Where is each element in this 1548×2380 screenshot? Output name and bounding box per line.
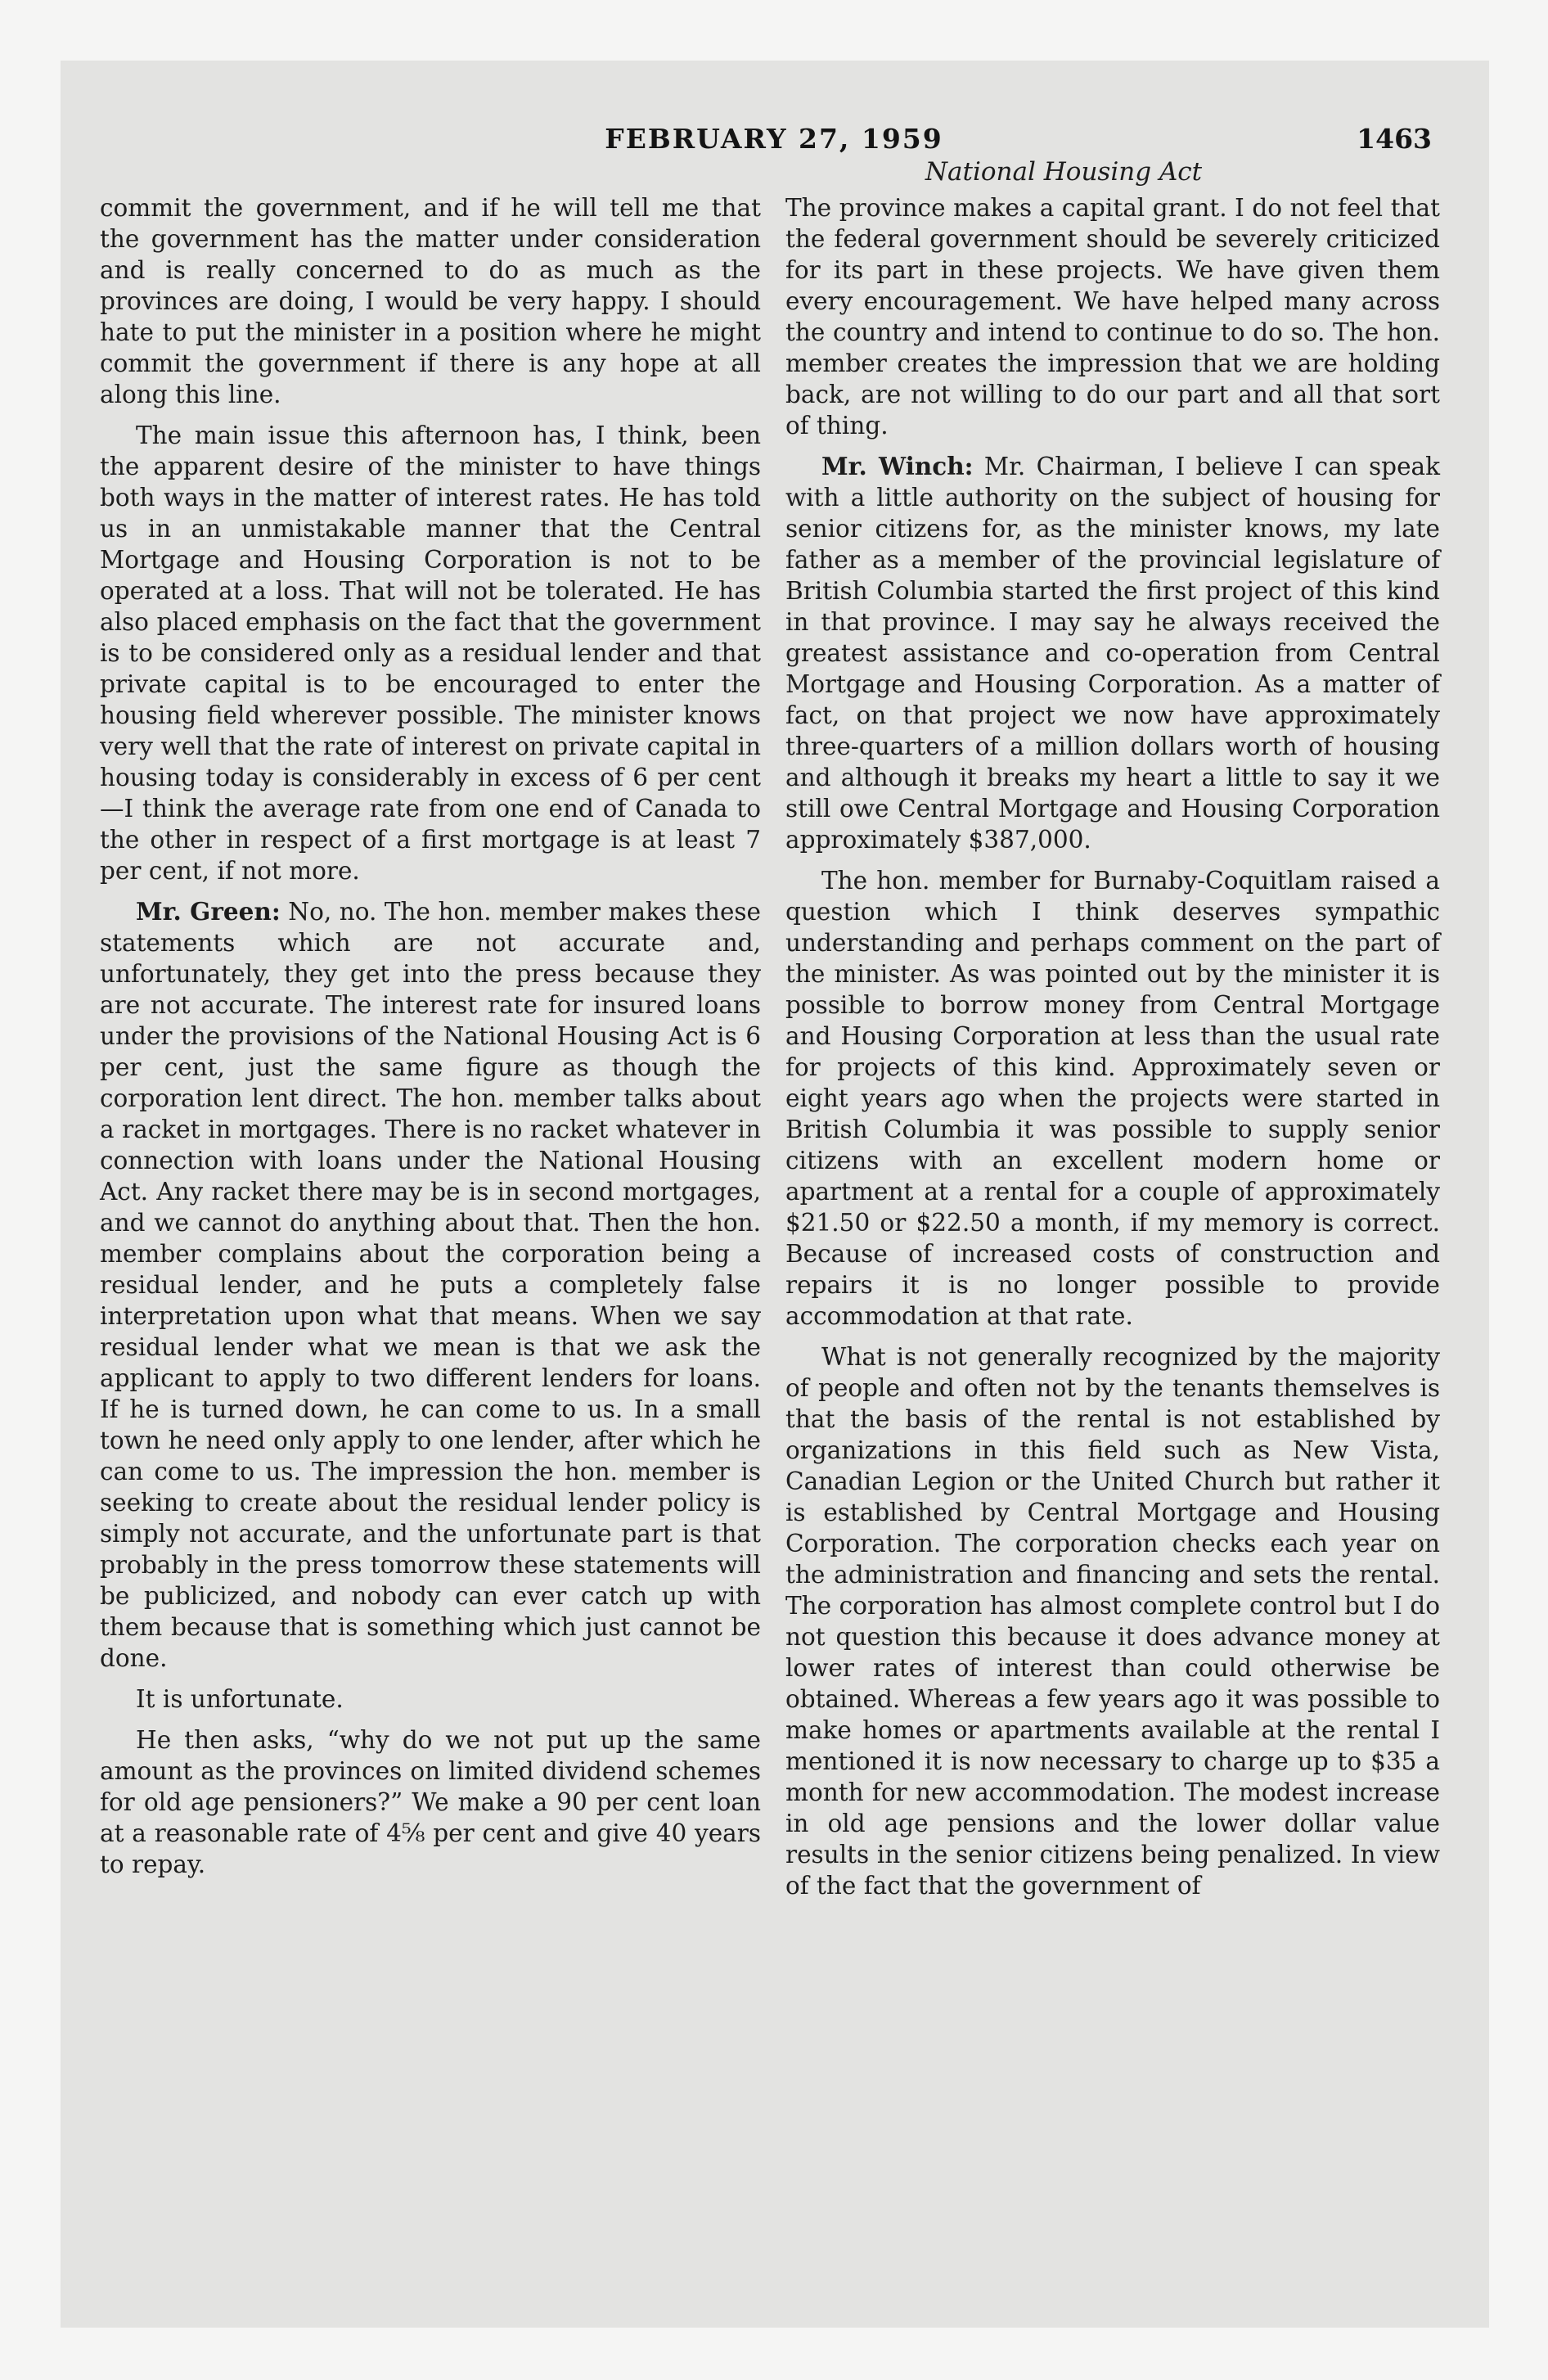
paragraph: The main issue this afternoon has, I think, been the apparent desire of the minister to have things both ways in the matter of interest rates. He has told us in an unmistakable manner that the Central Mortgage and Housing Corporation is not to be operated at a loss. That will not be tolerated. He has also placed emphasis on the fact that the government is to be considered only as a residual lender and that private capital is to be encouraged to enter the housing field wherever possible. The minister knows very well that the rate of interest on private capital in housing today is considerably in excess of 6 per cent—I think the average rate from one end of Canada to the other in respect of a first mortgage is at least 7 per cent, if not more.	[100, 421, 761, 885]
header-date: FEBRUARY 27, 1959	[605, 123, 943, 155]
page-number: 1463	[1357, 123, 1432, 155]
paragraph-speech	[100, 896, 761, 1674]
paragraph: It is unfortunate.	[136, 1685, 344, 1713]
header-subtitle: National Housing Act	[925, 157, 1203, 187]
speech-text: Mr. Chairman, I believe I can speak with a little authority on the subject of housing for senior citizens for, as the minister knows, my late father as a member of the provincial legislature of British Columbia started the first project of this kind in that province. I may say he always received the greatest assistance and co-operation from Central Mortgage and Housing Corporation. As a matter of fact, on that project we now have approximately three-quarters of a million dollars worth of housing and although it breaks my heart a little to say it we still owe Central Mortgage and Housing Corporation approximately $387,000.	[785, 453, 1440, 854]
right-column	[785, 192, 1440, 1911]
speaker-name: Mr. Winch:	[821, 452, 974, 480]
speech-text: No, no. The hon. member makes these statements which are not accurate and, unfortunately, they get into the press because they are not accurate. The interest rate for insured loans under the provisions of the National Housing Act is 6 per cent, just the same figure as though the corporation lent direct. The hon. member talks about a racket in mortgages. There is no racket whatever in connection with loans under the National Housing Act. Any racket there may be is in second mortgages, and we cannot do anything about that. Then the hon. member complains about the corporation being a residual lender, and he puts a completely false interpretation upon what that means. When we say residual lender what we mean is that we ask the applicant to apply to two different lenders for loans. If he is turned down, he can come to us. In a small town he need only apply to one lender, after which he can come to us. The impression the hon. member is seeking to create about the residual lender policy is simply not accurate, and the unfortunate part is that probably in the press tomorrow these statements will be publicized, and nobody can ever catch up with them because that is something which just cannot be done.	[100, 898, 761, 1672]
left-column	[100, 192, 761, 1890]
paragraph: commit the government, and if he will tell me that the government has the matter under consideration and is really concerned to do as much as the provinces are doing, I would be very happy. I should hate to put the minister in a position where he might commit the government if there is any hope at all along this line.	[100, 194, 761, 408]
paragraph: The hon. member for Burnaby-Coquitlam raised a question which I think deserves sympathic understanding and perhaps comment on the part of the minister. As was pointed out by the minister it is possible to borrow money from Central Mortgage and Housing Corporation at less than the usual rate for projects of this kind. Approximately seven or eight years ago when the projects were started in British Columbia it was possible to supply senior citizens with an excellent modern home or apartment at a rental for a couple of approximately $21.50 or $22.50 a month, if my memory is correct. Because of increased costs of construction and repairs it is no longer possible to provide accommodation at that rate.	[785, 867, 1440, 1330]
paragraph: He then asks, “why do we not put up the same amount as the provinces on limited dividend schemes for old age pensioners?” We make a 90 per cent loan at a reasonable rate of 4⅝ per cent and give 40 years to repay.	[100, 1726, 761, 1878]
paragraph: The province makes a capital grant. I do not feel that the federal government should be severely criticized for its part in these projects. We have given them every encouragement. We have helped many across the country and intend to continue to do so. The hon. member creates the impression that we are holding back, are not willing to do our part and all that sort of thing.	[785, 194, 1440, 439]
speaker-name: Mr. Green:	[136, 897, 281, 926]
paragraph: What is not generally recognized by the majority of people and often not by the tenants themselves is that the basis of the rental is not established by organizations in this field such as New Vista, Canadian Legion or the United Church but rather it is established by Central Mortgage and Housing Corporation. The corporation checks each year on the administration and financing and sets the rental. The corporation has almost complete control but I do not question this because it does advance money at lower rates of interest than could otherwise be obtained. Whereas a few years ago it was possible to make homes or apartments available at the rental I mentioned it is now necessary to charge up to $35 a month for new accommodation. The modest increase in old age pensions and the lower dollar value results in the senior citizens being penalized. In view of the fact that the government of	[785, 1343, 1440, 1900]
paragraph-speech	[785, 451, 1440, 855]
